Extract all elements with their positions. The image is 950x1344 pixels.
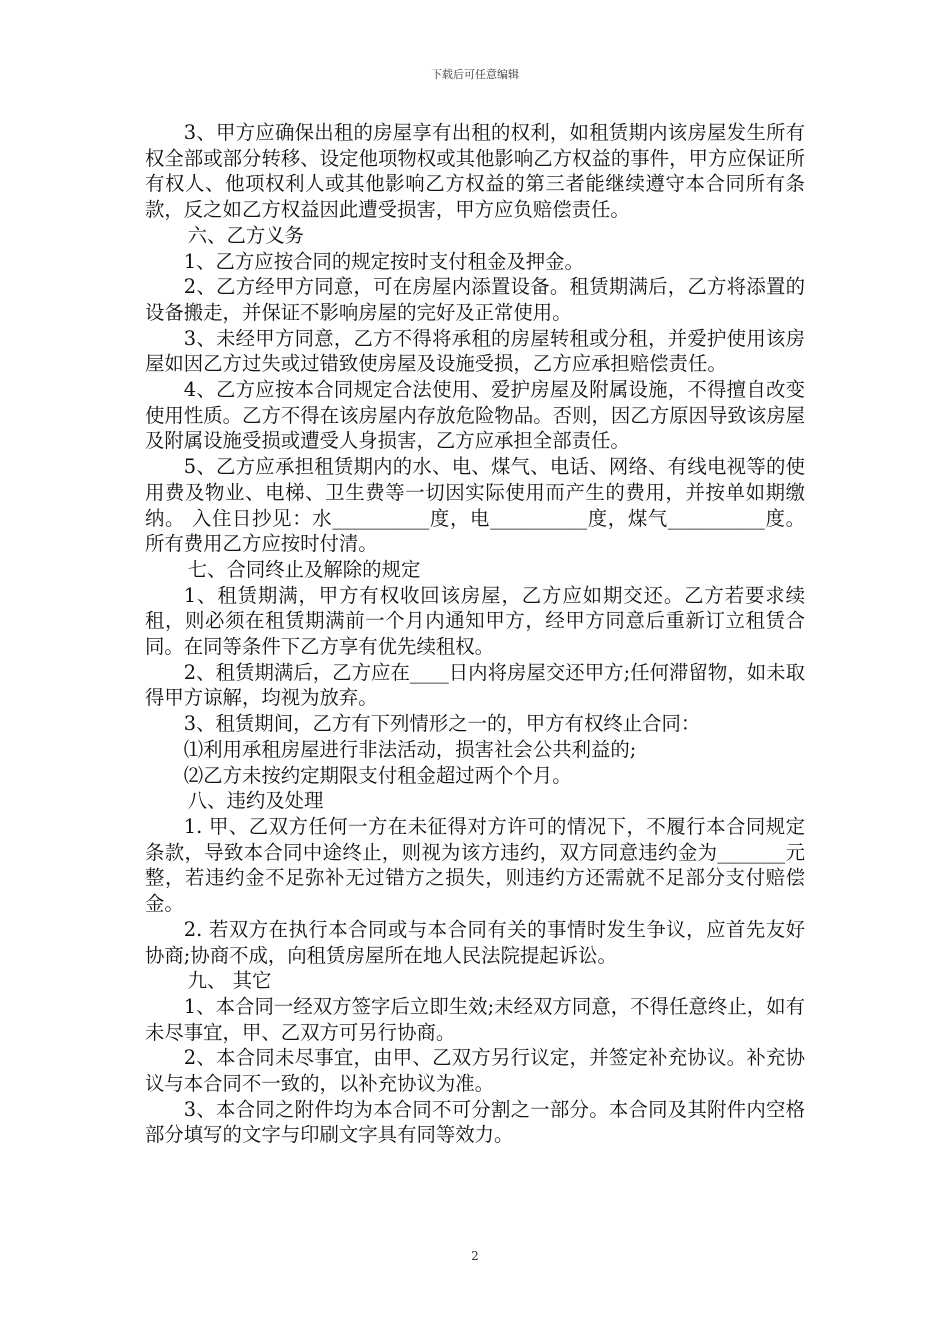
clause-paragraph: 1、租赁期满，甲方有权收回该房屋，乙方应如期交还。乙方若要求续租，则必须在租赁期满前一个月内通知甲方，经甲方同意后重新订立租赁合同。在同等条件下乙方享有优先续租权。 [145,583,805,659]
clause-paragraph: 3、租赁期间，乙方有下列情形之一的，甲方有权终止合同： [183,712,701,736]
section-heading: 六、乙方义务 [187,223,305,247]
clause-paragraph: 5、乙方应承担租赁期内的水、电、煤气、电话、网络、有线电视等的使用费及物业、电梯、卫生费等一切因实际使用而产生的费用，并按单如期缴纳。 入住日抄见：水__________度，电__________度，煤气__________度。所有费用乙方应按时付清。 [145,455,805,556]
page-header: 下载后可任意编辑 [431,68,519,81]
clause-paragraph: 2、乙方经甲方同意，可在房屋内添置设备。租赁期满后，乙方将添置的设备搬走，并保证不影响房屋的完好及正常使用。 [145,275,805,324]
clause-paragraph: 4、乙方应按本合同规定合法使用、爱护房屋及附属设施，不得擅自改变使用性质。乙方不得在该房屋内存放危险物品。否则，因乙方原因导致该房屋及附属设施受损或遭受人身损害，乙方应承担全部责任。 [145,378,805,453]
document-body [145,120,805,1148]
clause-paragraph: 3、未经甲方同意，乙方不得将承租的房屋转租或分租，并爱护使用该房屋如因乙方过失或过错致使房屋及设施受损，乙方应承担赔偿责任。 [145,326,805,376]
clause-paragraph: 2、本合同未尽事宜，由甲、乙双方另行议定，并签定补充协议。补充协议与本合同不一致的，以补充协议为准。 [145,1046,805,1096]
section-heading: 九、 其它 [187,969,272,993]
clause-paragraph: 3、本合同之附件均为本合同不可分割之一部分。本合同及其附件内空格部分填写的文字与印刷文字具有同等效力。 [145,1097,805,1147]
clause-paragraph: 1. 甲、乙双方任何一方在未征得对方许可的情况下，不履行本合同规定条款，导致本合同中途终止，则视为该方违约，双方同意违约金为_______元整，若违约金不足弥补无过错方之损失，则违约方还需就不足部分支付赔偿金。 [145,814,805,916]
clause-paragraph: 2、租赁期满后，乙方应在____日内将房屋交还甲方;任何滞留物，如未取得甲方谅解，均视为放弃。 [145,660,805,710]
clause-paragraph: 1、本合同一经双方签字后立即生效;未经双方同意，不得任意终止，如有未尽事宜，甲、乙双方可另行协商。 [145,994,805,1044]
section-heading: 八、违约及处理 [187,789,324,813]
clause-subitem: ⑵乙方未按约定期限支付租金超过两个个月。 [183,763,572,787]
clause-subitem: ⑴利用承租房屋进行非法活动，损害社会公共利益的; [183,737,637,761]
clause-paragraph: 1、乙方应按合同的规定按时支付租金及押金。 [183,249,584,273]
section-heading: 七、合同终止及解除的规定 [187,557,421,581]
clause-paragraph: 2. 若双方在执行本合同或与本合同有关的事情时发生争议，应首先友好协商;协商不成，向租赁房屋所在地人民法院提起诉讼。 [145,917,805,967]
page-number: 2 [471,1249,479,1263]
clause-paragraph: 3、甲方应确保出租的房屋享有出租的权利，如租赁期内该房屋发生所有权全部或部分转移、设定他项物权或其他影响乙方权益的事件，甲方应保证所有权人、他项权利人或其他影响乙方权益的第三者能继续遵守本合同所有条款，反之如乙方权益因此遭受损害，甲方应负赔偿责任。 [145,121,805,222]
